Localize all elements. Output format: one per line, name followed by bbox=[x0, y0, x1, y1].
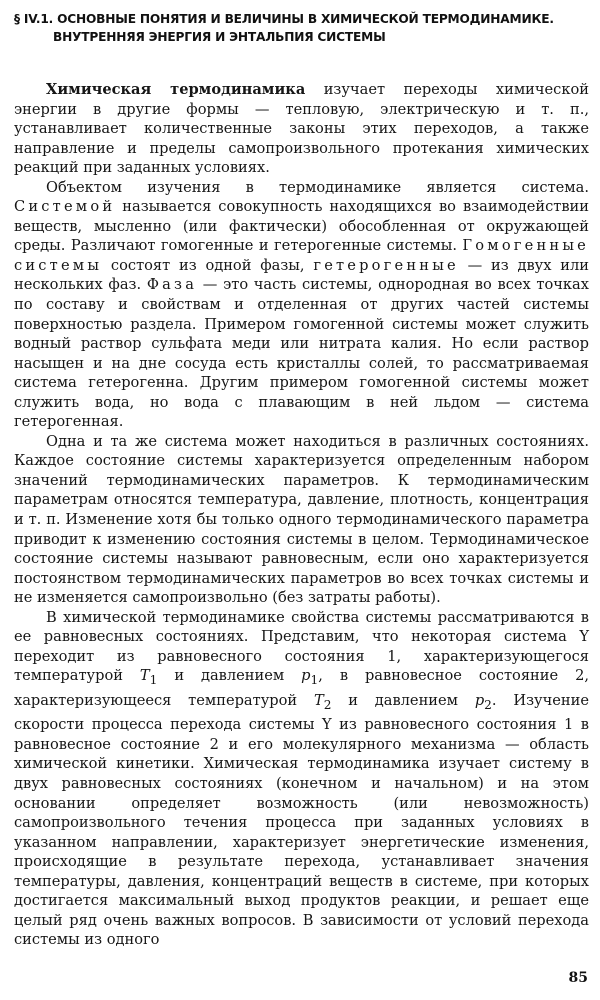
paragraph-4-text-1: В химической термодинамике свойства системы рассматриваются в ее равновесных состояниях. Представим, что некоторая система Y переходит из равновесного состояния 1, характеризующегося температурой bbox=[14, 608, 589, 685]
paragraph-2 bbox=[14, 178, 589, 432]
body-text bbox=[14, 80, 589, 950]
paragraph-2-text-3: состоят из одной фазы, bbox=[102, 256, 314, 274]
paragraph-4 bbox=[14, 608, 589, 950]
paragraph-4-text-4: и давлением bbox=[331, 691, 475, 709]
section-heading-line-2: ВНУТРЕННЯЯ ЭНЕРГИЯ И ЭНТАЛЬПИЯ СИСТЕМЫ bbox=[53, 30, 386, 44]
symbol-T1-letter: T bbox=[139, 667, 150, 685]
paragraph-4-text-2: и давлением bbox=[157, 667, 302, 685]
symbol-p1-subscript: 1 bbox=[310, 673, 319, 688]
symbol-p2 bbox=[475, 692, 484, 709]
paragraph-2-text-1: Объектом изучения в термодинамике является система. bbox=[46, 178, 589, 196]
paragraph-2-text-4: — из двух или нескольких фаз. bbox=[14, 256, 589, 294]
term-system: Системой bbox=[14, 198, 116, 216]
term-heterogeneous: гетерогенные bbox=[313, 256, 459, 274]
symbol-p2-letter: p bbox=[474, 691, 485, 709]
paragraph-3 bbox=[14, 432, 589, 608]
symbol-T1-subscript: 1 bbox=[149, 673, 158, 688]
paragraph-1 bbox=[14, 80, 589, 178]
symbol-p1 bbox=[301, 667, 310, 684]
section-heading bbox=[14, 10, 590, 46]
term-homogeneous-systems: Гомогенные системы bbox=[14, 237, 589, 274]
symbol-p1-letter: p bbox=[301, 667, 311, 685]
paragraph-2-text-5: — это часть системы, однородная во всех точках по составу и свойствам и отделенная от других частей системы поверхностью раздела. Примером гомогенной системы может служить водный раствор сульфата меди или нитрата калия. Но если раствор насыщен и на дне сосуда есть кристаллы солей, то рассматриваемая система гетерогенна. Другим примером гомогенной системы может служить вода, но вода с плавающим в ней льдом — система гетерогенная. bbox=[14, 276, 589, 431]
section-heading-line-1: § IV.1. ОСНОВНЫЕ ПОНЯТИЯ И ВЕЛИЧИНЫ В ХИМИЧЕСКОЙ ТЕРМОДИНАМИКЕ. bbox=[14, 12, 554, 26]
page-number: 85 bbox=[568, 970, 588, 986]
term-phase: Фаза bbox=[146, 276, 198, 294]
symbol-T2 bbox=[314, 692, 324, 709]
paragraph-4-text-3: , в равновесное состояние 2, характеризующееся температурой bbox=[14, 667, 589, 709]
symbol-p2-subscript: 2 bbox=[484, 697, 492, 712]
paragraph-3-text: Одна и та же система может находиться в различных состояниях. Каждое состояние системы характеризуется определенным набором значений термодинамических параметров. К термодинамическим параметрам относятся температура, давление, плотность, концентрация и т. п. Изменение хотя бы только одного термодинамического параметра приводит к изменению состояния системы в целом. Термодинамическое состояние системы называют равновесным, если оно характеризуется постоянством термодинамических параметров во всех точках системы и не изменяется самопроизвольно (без затраты работы). bbox=[14, 432, 589, 607]
symbol-T2-letter: T bbox=[313, 691, 324, 709]
paragraph-1-text: изучает переходы химической энергии в другие формы — тепловую, электрическую и т. п., устанавливает количественные законы этих переходов, а также направление и пределы самопроизвольного протекания химических реакций при заданных условиях. bbox=[14, 81, 589, 177]
paragraph-4-text-5: . Изучение скорости процесса перехода системы Y из равновесного состояния 1 в равновесное состояние 2 и его молекулярного механизма — область химической кинетики. Химическая термодинамика изучает систему в двух равновесных состояниях (конечном и начальном) и на этом основании определяет возможность (или невозможность) самопроизвольного течения процесса при заданных условиях в указанном направлении, характеризует энергетические изменения, происходящие в результате перехода, устанавливает значения температуры, давления, концентраций веществ в системе, при которых достигается максимальный выход продуктов реакции, и решает еще целый ряд очень важных вопросов. В зависимости от условий перехода системы из одного bbox=[14, 691, 589, 949]
paragraph-2-text-2: называется совокупность находящихся во взаимодействии веществ, мысленно (или фактически) обособленная от окружающей среды. Различают гомогенные и гетерогенные системы. bbox=[14, 198, 589, 255]
symbol-T2-subscript: 2 bbox=[323, 697, 332, 712]
symbol-T1 bbox=[140, 667, 150, 684]
term-chemical-thermodynamics: Химическая термодинамика bbox=[46, 81, 306, 98]
